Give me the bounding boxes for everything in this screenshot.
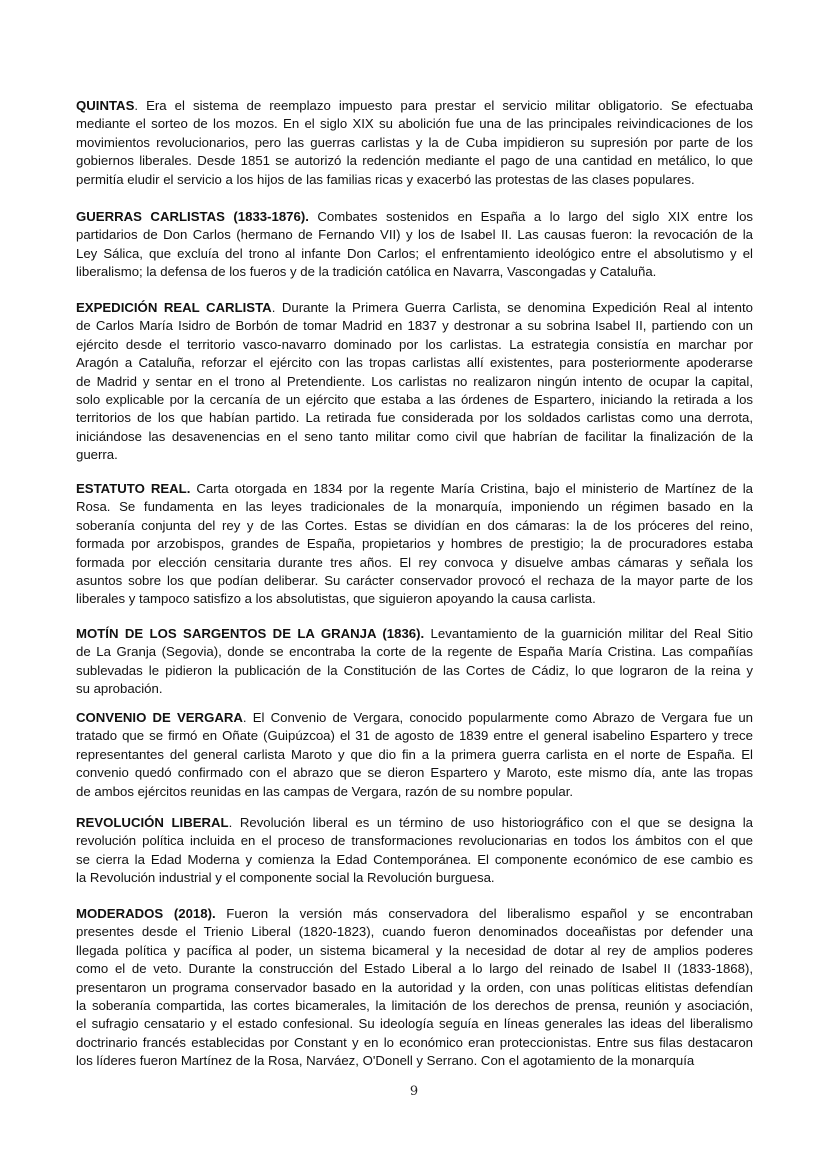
entry-quintas [76, 97, 753, 189]
text-line: representantes del general carlista Maroto y que dio fin a la primera guerra carlista en el norte de España. El [76, 746, 753, 762]
text-line [76, 208, 753, 226]
text-line: Ley Sálica, que excluía del trono al infante Don Carlos; el enfrentamiento ideológico entre el absolutismo y el [76, 245, 753, 261]
text-line: el sufragio censatario y el estado confesional. Su ideología seguía en líneas generales las ideas del liberalismo [76, 1016, 753, 1032]
text-line: permitía eludir el servicio a los hijos de las familias ricas y exacerbó las protestas de las clases populares. [76, 171, 695, 187]
text-line [76, 299, 753, 317]
text-line: liberalismo; la defensa de los fueros y de la tradición católica en Navarra, Vascongadas y Cataluña. [76, 264, 657, 280]
text-line: partidarios de Don Carlos (hermano de Fernando VII) y los de Isabel II. Las causas fueron: la revocación de la [76, 227, 753, 243]
entry-term: EXPEDICIÓN REAL CARLISTA [76, 300, 272, 315]
text-line: la Revolución industrial y el componente social la Revolución burguesa. [76, 870, 495, 886]
text-line: convenio quedó confirmado con el abrazo que se dieron Espartero y Maroto, este mismo día, ante las tropas [76, 765, 753, 781]
text-line: Aragón a Cataluña, reforzar el ejército con las tropas carlistas allí existentes, para posteriormente apoderarse [76, 355, 753, 371]
text-line [76, 625, 753, 643]
entry-expedicion-real-carlista [76, 299, 753, 465]
text-line: de Madrid y sentar en el trono al Pretendiente. Los carlistas no realizaron ningún intento de ocupar la capital, [76, 373, 753, 389]
text-line: iniciándose las desavenencias en el seno tanto militar como civil que habrían de facilitar la finalización de la [76, 428, 753, 444]
text-line: presentaron un programa conservador basado en la autoridad y la orden, con unas políticas elitistas defendían [76, 979, 753, 995]
entry-text: . Revolución liberal es un término de uso historiográfico con el que se designa la [228, 815, 753, 830]
text-line: los líderes fueron Martínez de la Rosa, Narváez, O'Donell y Serrano. Con el agotamiento de la monarquía [76, 1053, 695, 1069]
text-line: Rosa. Se fundamenta en las leyes tradicionales de la monarquía, imponiendo un régimen basado en la [76, 499, 753, 515]
text-line: gobiernos liberales. Desde 1851 se autorizó la redención mediante el pago de una cantidad en metálico, lo que [76, 153, 753, 169]
text-line: de Carlos María Isidro de Borbón de tomar Madrid en 1837 y destronar a su sobrina Isabel II, partiendo con un [76, 318, 753, 334]
entry-text: . El Convenio de Vergara, conocido popularmente como Abrazo de Vergara fue un [242, 710, 753, 725]
text-line: de La Granja (Segovia), donde se encontraba la corte de la regente de España María Cristina. Las compañías [76, 644, 753, 660]
text-line: se cierra la Edad Moderna y comienza la Edad Contemporánea. El componente económico de ese cambio es [76, 851, 753, 867]
text-line: doctrinario francés establecidas por Constant y en lo económico eran proteccionistas. Entre sus filas destacaron [76, 1034, 753, 1050]
text-line: formada por elección censitaria durante tres años. El rey convoca y disuelve ambas cámaras y señala los [76, 554, 753, 570]
text-line: tratado que se firmó en Oñate (Guipúzcoa) el 31 de agosto de 1839 entre el general isabelino Espartero y trece [76, 728, 753, 744]
text-line: presentes desde el Trienio Liberal (1820-1823), cuando fueron denominados doceañistas por defender una [76, 924, 753, 940]
entry-text: Fueron la versión más conservadora del liberalismo español y se encontraban [215, 906, 753, 921]
entry-text: Levantamiento de la guarnición militar del Real Sitio [424, 626, 753, 641]
text-line: su aprobación. [76, 681, 163, 697]
entry-term: ESTATUTO REAL. [76, 481, 191, 496]
page-number: 9 [409, 1084, 419, 1099]
entry-guerras-carlistas [76, 208, 753, 282]
text-line: llegada política y pacífica al poder, un sistema bicameral y la necesidad de dotar al rey de amplios poderes [76, 942, 753, 958]
entry-motin-sargentos-la-granja [76, 625, 753, 699]
entry-convenio-de-vergara [76, 709, 753, 801]
entry-term: REVOLUCIÓN LIBERAL [76, 815, 229, 830]
text-line [76, 480, 753, 498]
entry-text: . Era el sistema de reemplazo impuesto para prestar el servicio militar obligatorio. Se efectuaba [134, 98, 753, 113]
entry-text: Carta otorgada en 1834 por la regente María Cristina, bajo el ministerio de Martínez de la [190, 481, 753, 496]
text-line: de ambos ejércitos reunidas en las campas de Vergara, razón de su nombre popular. [76, 783, 574, 799]
entry-revolucion-liberal [76, 814, 753, 888]
entry-term: MOTÍN DE LOS SARGENTOS DE LA GRANJA (1836). [76, 626, 425, 641]
text-line: liberales y tampoco satisfizo a los absolutistas, que siguieron apoyando la causa carlista. [76, 591, 596, 607]
text-line [76, 709, 753, 727]
entry-moderados [76, 905, 753, 1071]
text-line: asuntos sobre los que podían deliberar. Su carácter conservador provocó el rechaza de la mayor parte de los [76, 572, 753, 588]
text-line: soberanía conjunta del rey y de las Cortes. Estas se dividían en dos cámaras: la de los próceres del reino, [76, 517, 753, 533]
entry-term: QUINTAS [76, 98, 135, 113]
entry-term: CONVENIO DE VERGARA [76, 710, 243, 725]
text-line: formada por arzobispos, grandes de España, propietarios y hombres de prestigio; la de procuradores estaba [76, 536, 753, 552]
entry-term: MODERADOS (2018). [76, 906, 216, 921]
text-line: ejército desde el territorio vasco-navarro dominado por los carlistas. La estrategia consistía en marchar por [76, 336, 753, 352]
text-line: sublevadas le pidieron la publicación de la Constitución de las Cortes de Cádiz, lo que lograron de la reina y [76, 662, 753, 678]
text-line: guerra. [76, 447, 118, 463]
entry-text: Combates sostenidos en España a lo largo del siglo XIX entre los [308, 209, 753, 224]
entry-text: . Durante la Primera Guerra Carlista, se denomina Expedición Real al intento [271, 300, 754, 315]
text-line: mediante el sorteo de los mozos. En el siglo XIX su abolición fue una de las principales reivindicaciones de los [76, 116, 753, 132]
text-line [76, 97, 753, 115]
text-line: territorios de los que habían partido. La retirada fue considerada por los soldados carlistas como una derrota, [76, 410, 753, 426]
text-line: revolución política incluida en el proceso de transformaciones revolucionarias en todos los ámbitos con el que [76, 833, 753, 849]
text-line [76, 905, 753, 923]
entry-estatuto-real [76, 480, 753, 609]
text-line: solo explicable por la cercanía de un ejército que estaba a las órdenes de Espartero, iniciando la retirada a los [76, 391, 753, 407]
text-line [76, 814, 753, 832]
text-line: movimientos revolucionarios, pero las guerras carlistas y la de Cuba impidieron su supresión por parte de los [76, 134, 753, 150]
entry-term: GUERRAS CARLISTAS (1833-1876). [76, 209, 309, 224]
text-line: la soberanía compartida, las cortes bicamerales, la limitación de los derechos de prensa, reunión y asociación, [76, 997, 753, 1013]
text-line: como el de veto. Durante la construcción del Estado Liberal a lo largo del reinado de Isabel II (1833-1868), [76, 961, 753, 977]
